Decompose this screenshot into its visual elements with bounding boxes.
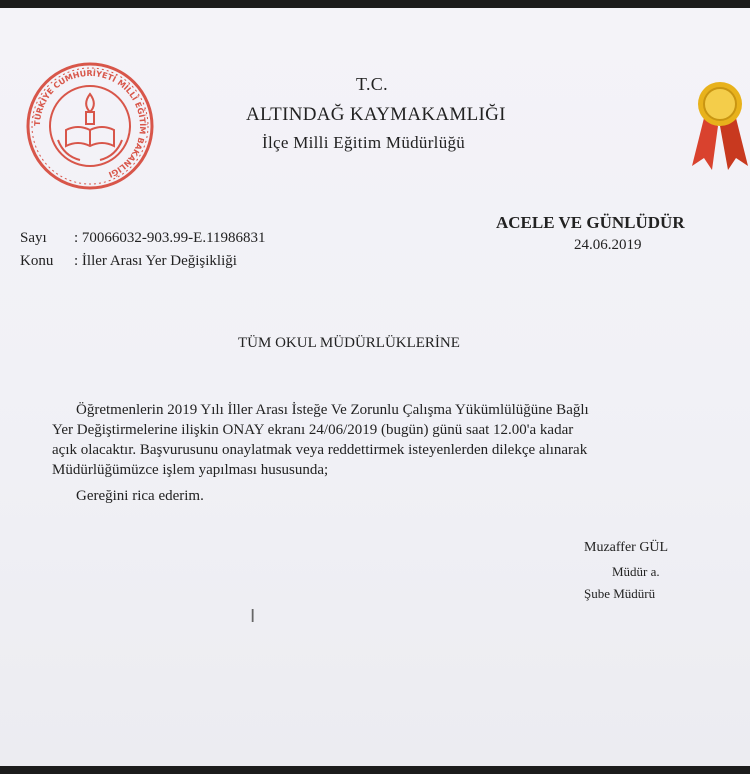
- konu-label: Konu: [20, 253, 54, 269]
- document-date: 24.06.2019: [574, 237, 642, 253]
- body-line-3: açık olacaktır. Başvurusunu onaylatmak veya reddettirmek isteyenlerden dilekçe alınarak: [52, 442, 588, 458]
- document-page: [0, 8, 750, 766]
- gold-badge-icon: [690, 78, 750, 178]
- text-cursor-icon: I: [250, 606, 256, 627]
- sayi-label: Sayı: [20, 230, 47, 246]
- header-authority: ALTINDAĞ KAYMAKAMLIĞI: [246, 104, 506, 125]
- header-directorate: İlçe Milli Eğitim Müdürlüğü: [262, 133, 466, 152]
- header-tc: T.C.: [356, 74, 388, 94]
- recipient-heading: TÜM OKUL MÜDÜRLÜKLERİNE: [238, 335, 460, 351]
- body-line-2: Yer Değiştirmelerine ilişkin ONAY ekranı 24/06/2019 (bugün) günü saat 12.00'a kadar: [52, 422, 574, 438]
- body-line-1: Öğretmenlerin 2019 Yılı İller Arası İsteğe Ve Zorunlu Çalışma Yükümlülüğüne Bağlı: [76, 402, 589, 418]
- body-line-4: Müdürlüğümüzce işlem yapılması hususunda;: [52, 462, 329, 478]
- urgency-label: ACELE VE GÜNLÜDÜR: [496, 213, 685, 232]
- svg-text:TÜRKİYE CUMHURİYETİ MİLLÎ EĞİT: TÜRKİYE CUMHURİYETİ MİLLÎ EĞİTİM BAKANLIĞI: [32, 68, 148, 180]
- signer-position: Şube Müdürü: [584, 586, 656, 601]
- konu-value: : İller Arası Yer Değişikliği: [74, 253, 237, 269]
- signer-title: Müdür a.: [612, 564, 660, 579]
- signer-name: Muzaffer GÜL: [584, 540, 669, 555]
- sayi-value: : 70066032-903.99-E.11986831: [74, 230, 266, 246]
- ministry-seal-icon: [24, 60, 156, 192]
- body-closing: Gereğini rica ederim.: [76, 488, 204, 504]
